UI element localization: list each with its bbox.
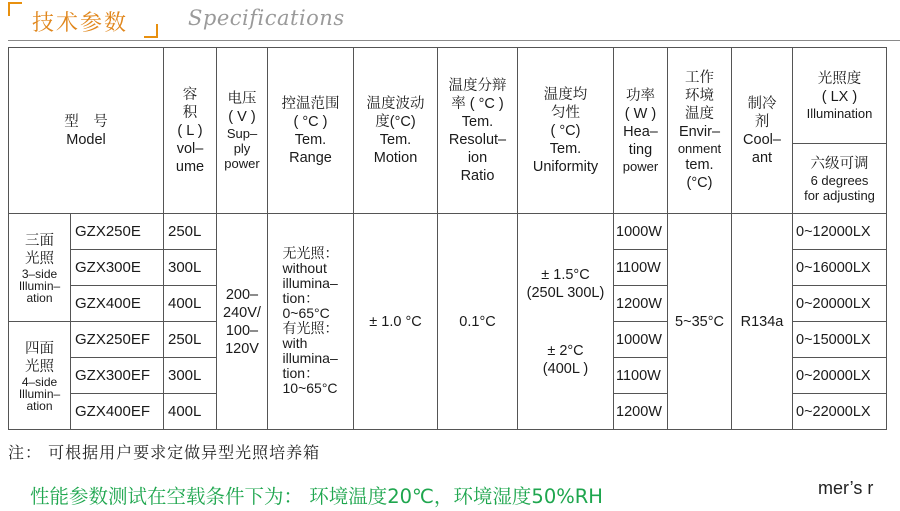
volume-cell: 250L bbox=[164, 214, 217, 250]
volume-cell: 250L bbox=[164, 322, 217, 358]
model-cell: GZX300E bbox=[71, 250, 164, 286]
section-header bbox=[0, 0, 900, 44]
power-cell: 1200W bbox=[614, 286, 668, 322]
cropped-text-fragment: mer’s r bbox=[818, 478, 874, 498]
model-cell: GZX300EF bbox=[71, 358, 164, 394]
spec-table bbox=[8, 47, 887, 430]
lux-cell: 0~16000LX bbox=[793, 250, 887, 286]
table-header-row bbox=[9, 48, 887, 144]
section-title-cn: 技术参数 bbox=[32, 11, 129, 36]
header-illumination-sub: 六级可调 6 degrees for adjusting bbox=[793, 144, 887, 214]
voltage-cell: 200– 240V/ 100– 120V bbox=[217, 214, 268, 430]
header-illumination: 光照度 ( LX ) Illumination bbox=[793, 48, 887, 144]
header-voltage: 电压 ( V ) Sup– ply power bbox=[217, 48, 268, 214]
power-cell: 1200W bbox=[614, 394, 668, 430]
power-cell: 1000W bbox=[614, 322, 668, 358]
header-resolution: 温度分辩 率 ( °C ) Tem. Resolut– ion Ratio bbox=[438, 48, 518, 214]
header-volume: 容 积 ( L ) vol– ume bbox=[164, 48, 217, 214]
coolant-cell: R134a bbox=[732, 214, 793, 430]
lux-cell: 0~22000LX bbox=[793, 394, 887, 430]
group-label-3side: 三面 光照 3–side Illumin– ation bbox=[9, 214, 71, 322]
table-row bbox=[9, 214, 887, 250]
header-environment: 工作 环境 温度 Envir– onment tem. (°C) bbox=[668, 48, 732, 214]
header-power: 功率 ( W ) Hea– ting power bbox=[614, 48, 668, 214]
header-uniformity: 温度均 匀性 ( °C) Tem. Uniformity bbox=[518, 48, 614, 214]
volume-cell: 400L bbox=[164, 286, 217, 322]
volume-cell: 300L bbox=[164, 250, 217, 286]
model-cell: GZX250EF bbox=[71, 322, 164, 358]
uniformity-cell: ± 1.5°C (250L 300L) ± 2°C (400L ) bbox=[518, 214, 614, 430]
section-title-en: Specifications bbox=[188, 6, 345, 30]
corner-ornament bbox=[8, 2, 22, 16]
section-title-box bbox=[8, 2, 158, 38]
temp-range-cell: 无光照： without illumina– tion： 0~65°C 有光照： with illumina– tion： 10~65°C bbox=[268, 214, 354, 430]
resolution-cell: 0.1°C bbox=[438, 214, 518, 430]
power-cell: 1000W bbox=[614, 214, 668, 250]
custom-order-note: 注： 可根据用户要求定做异型光照培养箱 bbox=[8, 443, 321, 462]
group-label-4side: 四面 光照 4–side Illumin– ation bbox=[9, 322, 71, 430]
model-cell: GZX250E bbox=[71, 214, 164, 250]
header-temp-range: 控温范围 ( °C ) Tem. Range bbox=[268, 48, 354, 214]
lux-cell: 0~20000LX bbox=[793, 358, 887, 394]
lux-cell: 0~15000LX bbox=[793, 322, 887, 358]
power-cell: 1100W bbox=[614, 250, 668, 286]
header-coolant: 制冷 剂 Cool– ant bbox=[732, 48, 793, 214]
header-model: 型 号 Model bbox=[9, 48, 164, 214]
model-cell: GZX400E bbox=[71, 286, 164, 322]
environment-cell: 5~35°C bbox=[668, 214, 732, 430]
corner-ornament bbox=[144, 24, 158, 38]
model-cell: GZX400EF bbox=[71, 394, 164, 430]
volume-cell: 400L bbox=[164, 394, 217, 430]
lux-cell: 0~20000LX bbox=[793, 286, 887, 322]
test-conditions: 性能参数测试在空载条件下为： 环境温度20℃，环境湿度50%RH bbox=[30, 485, 603, 508]
header-divider bbox=[8, 40, 900, 41]
lux-cell: 0~12000LX bbox=[793, 214, 887, 250]
header-fluctuation: 温度波动 度(°C) Tem. Motion bbox=[354, 48, 438, 214]
volume-cell: 300L bbox=[164, 358, 217, 394]
power-cell: 1100W bbox=[614, 358, 668, 394]
fluctuation-cell: ± 1.0 °C bbox=[354, 214, 438, 430]
